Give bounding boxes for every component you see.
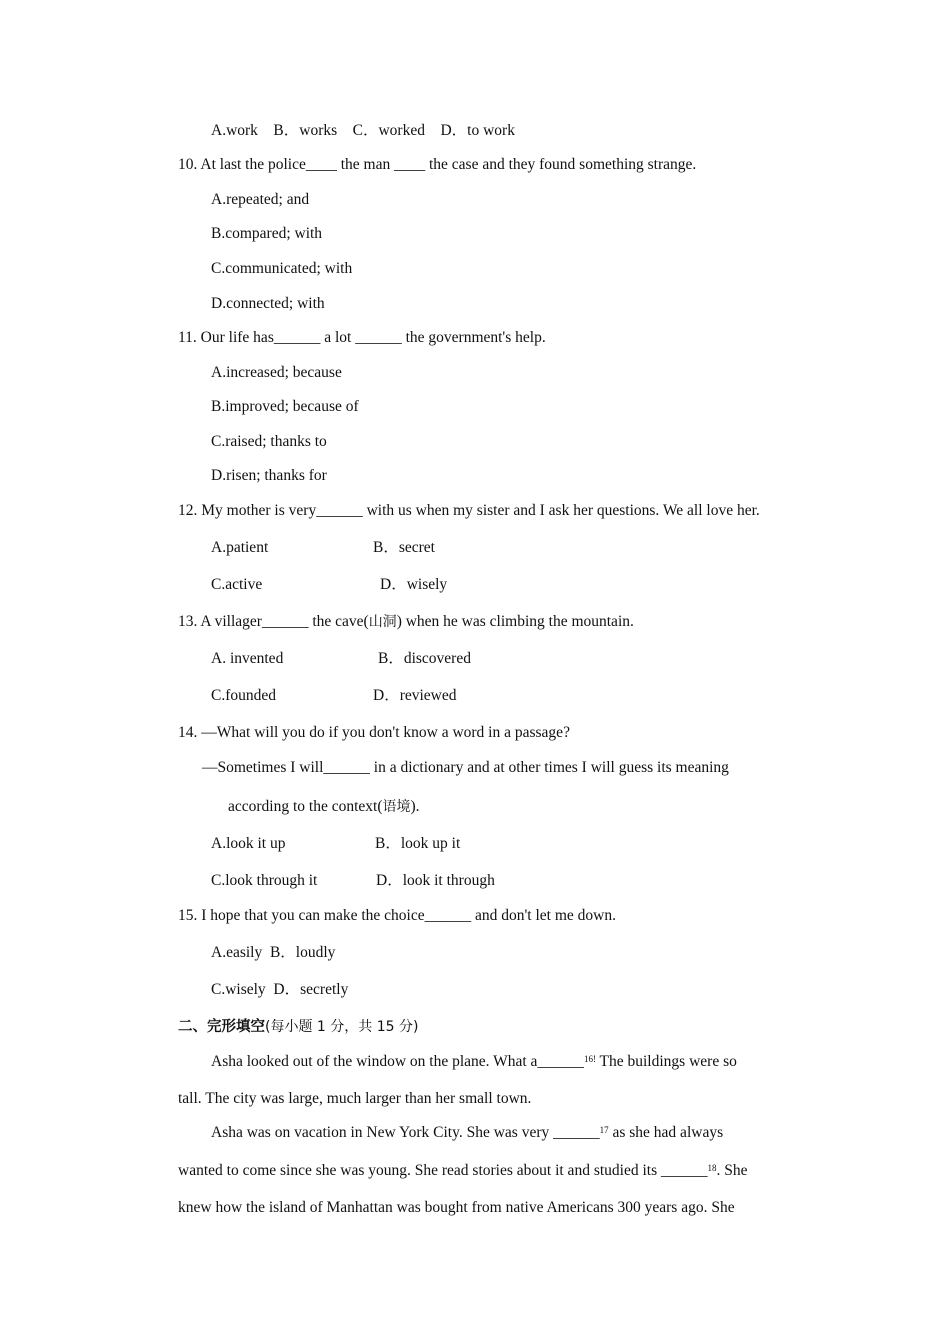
q10-option-b: B.compared; with [211,225,323,242]
q15-stem: 15. I hope that you can make the choice______ and don't let me down. [178,907,616,924]
q14-option-b: B．look up it [375,835,461,852]
q14-response-line1: —Sometimes I will______ in a dictionary and at other times I will guess its meaning [202,759,729,776]
q14-option-c: C.look through it [211,872,318,889]
q13-stem-cjk: 山洞 [368,614,397,630]
q15-options-cd: C.wisely D．secretly [211,981,349,998]
passage-text: The buildings were so [595,1053,737,1070]
q13-stem-part1: 13. A villager______ the cave( [178,613,369,630]
q13-stem-part2: ) when he was climbing the mountain. [396,613,634,630]
q12-option-b: B．secret [373,539,435,556]
q11-option-a: A.increased; because [211,364,342,381]
q13-option-c: C.founded [211,687,277,704]
q10-option-a: A.repeated; and [211,191,310,208]
q15-options-ab: A.easily B．loudly [211,944,336,961]
passage-line-5: knew how the island of Manhattan was bought from native Americans 300 years ago. She [178,1199,735,1216]
q11-option-d: D.risen; thanks for [211,467,327,484]
q13-stem [178,612,634,632]
passage-text: . She [716,1162,748,1179]
passage-text: as she had always [608,1124,724,1141]
section-heading [178,1017,418,1037]
blank-number-16: 16! [583,1054,596,1064]
q10-stem: 10. At last the police____ the man ____ the case and they found something strange. [178,156,697,173]
q11-option-c: C.raised; thanks to [211,433,327,450]
q9-options: A.work B．works C．worked D．to work [211,122,515,139]
q11-option-b: B.improved; because of [211,398,359,415]
section-note: (每小题 1 分，共 15 分) [265,1019,419,1035]
passage-line-4 [178,1161,747,1181]
passage-line-2: tall. The city was large, much larger than her small town. [178,1090,532,1107]
q12-option-d: D．wisely [380,576,448,593]
passage-text: wanted to come since she was young. She read stories about it and studied its ______ [178,1162,708,1179]
q12-option-c: C.active [211,576,263,593]
q12-stem: 12. My mother is very______ with us when my sister and I ask her questions. We all love her. [178,502,760,519]
passage-text: Asha was on vacation in New York City. She was very ______ [211,1124,600,1141]
q11-stem: 11. Our life has______ a lot ______ the government's help. [178,329,546,346]
blank-number-17: 17 [599,1125,609,1135]
q14-response-part1: according to the context( [228,798,383,815]
q14-stem: 14. —What will you do if you don't know a word in a passage? [178,724,570,741]
q10-option-c: C.communicated; with [211,260,353,277]
q14-option-d: D．look it through [376,872,495,889]
passage-text: Asha looked out of the window on the plane. What a______ [211,1053,584,1070]
q12-option-a: A.patient [211,539,269,556]
q13-option-d: D．reviewed [373,687,457,704]
q10-option-d: D.connected; with [211,295,325,312]
passage-line-1 [211,1052,737,1072]
q14-response-cjk: 语境 [382,799,411,815]
q14-response-line2 [228,797,420,817]
blank-number-18: 18 [707,1163,717,1173]
q13-option-a: A. invented [211,650,284,667]
q14-option-a: A.look it up [211,835,286,852]
q13-option-b: B．discovered [378,650,471,667]
passage-line-3 [211,1123,723,1143]
q14-response-part2: ). [410,798,420,815]
section-title: 二、完形填空 [178,1019,265,1035]
